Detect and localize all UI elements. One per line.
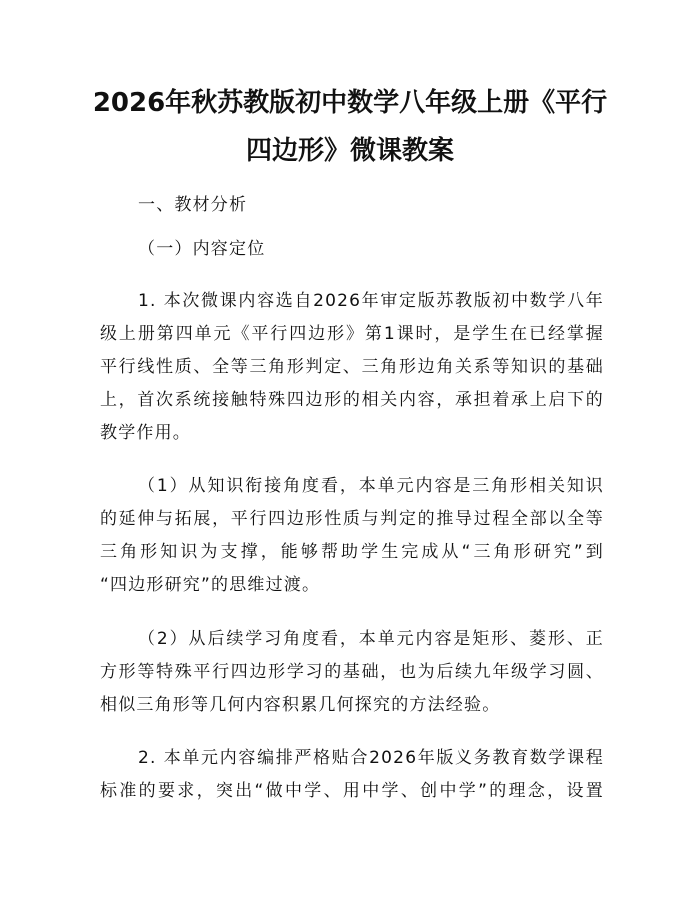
document-title-line-1: 2026年秋苏教版初中数学八年级上册《平行 (92, 88, 608, 118)
paragraph-3-line-1: （2）从后续学习角度看，本单元内容是矩形、菱形、正 (138, 629, 604, 649)
section-heading: 一、教材分析 (138, 195, 248, 215)
paragraph-2-line-4: “四边形研究”的思维过渡。 (100, 575, 321, 595)
document-title-line-2: 四边形》微课教案 (245, 136, 454, 166)
paragraph-2-line-3: 三角形知识为支撑，能够帮助学生完成从“三角形研究”到 (100, 542, 604, 562)
paragraph-4-line-1: 2. 本单元内容编排严格贴合2026年版义务教育数学课程 (138, 748, 604, 768)
paragraph-1-line-1: 1. 本次微课内容选自2026年审定版苏教版初中数学八年 (138, 291, 604, 311)
paragraph-3-line-3: 相似三角形等几何内容积累几何探究的方法经验。 (100, 695, 501, 715)
paragraph-4-line-2: 标准的要求，突出“做中学、用中学、创中学”的理念，设置 (100, 781, 604, 801)
paragraph-1-line-3: 平行线性质、全等三角形判定、三角形边角关系等知识的基础 (100, 357, 604, 377)
paragraph-3-line-2: 方形等特殊平行四边形学习的基础，也为后续九年级学习圆、 (100, 662, 604, 682)
subsection-heading: （一）内容定位 (138, 239, 266, 259)
paragraph-1-line-4: 上，首次系统接触特殊四边形的相关内容，承担着承上启下的 (100, 390, 604, 410)
paragraph-1-line-2: 级上册第四单元《平行四边形》第1课时，是学生在已经掌握 (100, 324, 604, 344)
paragraph-1-line-5: 教学作用。 (100, 423, 191, 443)
paragraph-2-line-1: （1）从知识衔接角度看，本单元内容是三角形相关知识 (138, 476, 604, 496)
paragraph-2-line-2: 的延伸与拓展，平行四边形性质与判定的推导过程全部以全等 (100, 509, 604, 529)
